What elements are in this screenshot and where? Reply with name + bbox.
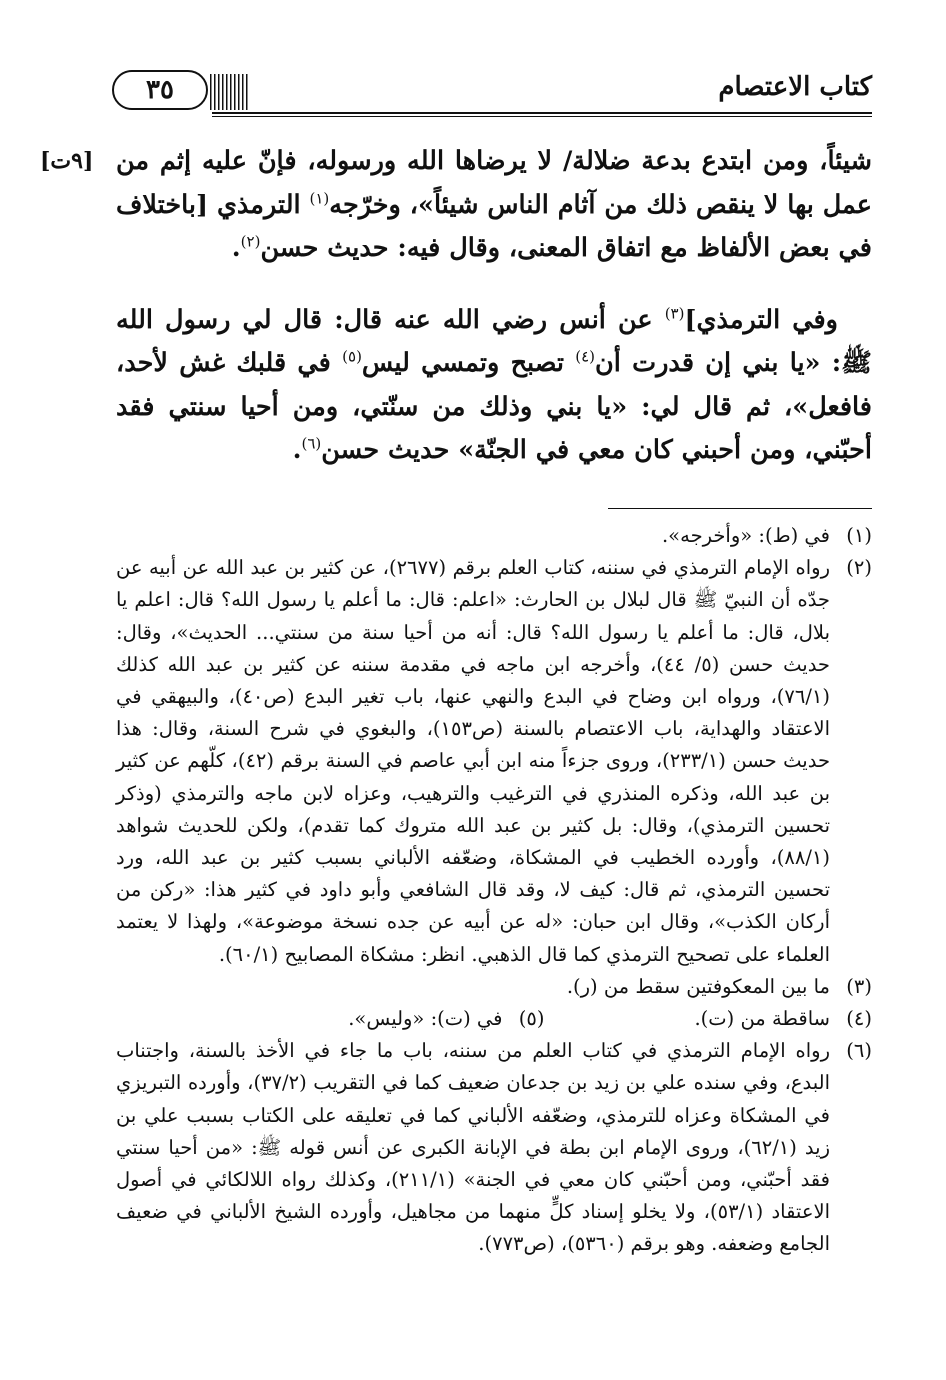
footnote-item <box>348 1003 544 1035</box>
footnote-ref-4: (٤) <box>575 347 596 366</box>
header-rule <box>212 112 872 114</box>
paragraph-2 <box>116 299 872 473</box>
footnote-item <box>116 520 872 552</box>
footnote-number: (١) <box>846 524 872 547</box>
footnote-ref-3: (٣) <box>664 304 685 322</box>
footnote-ref-2: (٢) <box>240 232 261 251</box>
footnote-number: (٢) <box>846 556 872 580</box>
footnote-item <box>116 971 872 1003</box>
para2-text-b: عن أنس رضي الله عنه قال: قال لي رسول الله ﷺ: «يا بني إن قدرت أن <box>116 304 872 378</box>
para2-text-c: تصبح وتمسي ليس <box>361 348 576 378</box>
page-number: ٣٥ <box>112 70 208 110</box>
footnote-text: رواه الإمام الترمذي في سننه، كتاب العلم برقم (٢٦٧٧)، عن كثير بن عبد الله عن أبيه عن جدّه أن النبيّ ﷺ قال لبلال بن الحارث: «اعلم: قال: ما أعلم يا رسول الله؟ قال: اعلم يا بلال، قال: ما أعلم يا رسول الله؟ قال: أنه من أحيا سنة من سنتي... الحديث»، وقال: حديث حسن (٥/ ٤٤)، وأخرجه ابن ماجه في مقدمة سننه عن كثير بن عبد الله كذلك (٧٦/١)، ورواه ابن وضاح في البدع والنهي عنها، باب تغير البدع (ص٤٠)، والبيهقي في الاعتقاد والهداية، باب الاعتصام بالسنة (ص١٥٣)، والبغوي في شرح السنة، وقال: هذا حديث حسن (٢٣٣/١)، وروى جزءاً منه ابن أبي عاصم في السنة برقم (٤٢)، كلّهم عن كثير بن عبد الله، وذكره المنذري في الترغيب والترهيب، وعزاه لابن ماجه والترمذي (وذكر تحسين الترمذي)، وقال: بل كثير بن عبد الله متروك كما تقدم)، ولكن للحديث شواهد (٨٨/١)، وأورده الخطيب في المشكاة، وضعّفه الألباني بسبب كثير بن عبد الله، ورد تحسين الترمذي، ثم قال: كيف لا، وقد قال الشافعي وأبو داود في كثير هذا: «ركن من أركان الكذب»، وقال ابن حبان: «له عن أبيه عن جده نسخة موضوعة»، ولهذا لا يعتمد العلماء على تصحيح الترمذي كما قال الذهبي. انظر: مشكاة المصابيح (٦٠/١). <box>116 556 831 966</box>
paragraph-1 <box>116 140 872 271</box>
footnote-item <box>116 552 872 971</box>
footnote-number: (٦) <box>846 1039 872 1063</box>
margin-note: [٩ت] <box>40 148 94 174</box>
header-ornament <box>210 74 250 110</box>
para2-text-e: . <box>292 435 302 465</box>
para2-text-d: في قلبك غش لأحد، فافعل»، ثم قال لي: «يا بني وذلك من سنّتي، ومن أحيا سنتي فقد أحبّني، ومن أحبني كان معي في الجنّة» حديث حسن <box>116 348 872 465</box>
page-header <box>112 62 872 122</box>
main-text <box>116 140 872 473</box>
footnote-ref-5: (٥) <box>342 347 362 366</box>
book-title: كتاب الاعتصام <box>718 72 872 102</box>
footnote-ref-6: (٦) <box>301 434 322 453</box>
footnote-number: (٣) <box>846 974 872 998</box>
header-rule-thin <box>212 116 872 117</box>
footnote-text: في (ت): «وليس». <box>348 1007 503 1031</box>
footnote-number: (٤) <box>846 1007 872 1031</box>
footnote-ref-1: (١) <box>309 189 330 207</box>
footnote-item <box>116 1035 872 1260</box>
footnote-text: ساقطة من (ت). <box>694 1007 830 1031</box>
footnote-separator <box>608 508 872 509</box>
footnote-item <box>694 1003 872 1035</box>
footnote-row-4-5 <box>116 1003 872 1035</box>
para2-text-a: وفي الترمذي] <box>684 304 838 335</box>
footnote-text: في (ط): «وأخرجه». <box>661 524 830 547</box>
footnote-text: ما بين المعكوفتين سقط من (ر). <box>566 974 830 998</box>
para1-text-b: الترمذي [باختلاف في بعض الألفاظ مع اتفاق المعنى، وقال فيه: حديث حسن <box>116 189 872 263</box>
footnote-number: (٥) <box>518 1007 545 1031</box>
para1-text-c: . <box>231 233 241 263</box>
footnote-text: رواه الإمام الترمذي في كتاب العلم من سننه، باب ما جاء في الأخذ بالسنة، واجتناب البدع، وفي سنده علي بن زيد بن جدعان ضعيف كما في التقريب (٣٧/٢)، وأورده التبريزي في المشكاة وعزاه للترمذي، وضعّفه الألباني كما في تعليقه على الكتاب بسبب علي بن زيد (٦٢/١)، وروى الإمام ابن بطة في الإبانة الكبرى عن أنس قوله ﷺ: «من أحيا سنتي فقد أحبّني، ومن أحبّني كان معي في الجنة» (٢١١/١)، وكذلك رواه اللالكائي في أصول الاعتقاد (٥٣/١)، ولا يخلو إسناد كلٍّ منهما من مجاهيل، وأورده الشيخ الألباني في ضعيف الجامع وضعفه. وهو برقم (٥٣٦٠)، (ص٧٧٣). <box>116 1039 831 1256</box>
para1-text-a: شيئاً، ومن ابتدع بدعة ضلالة/ لا يرضاها الله ورسوله، فإنّ عليه إثم من عمل بها لا ينقص ذلك من آثام الناس شيئاً»، وخرّجه <box>116 146 872 220</box>
footnotes <box>116 520 872 1261</box>
